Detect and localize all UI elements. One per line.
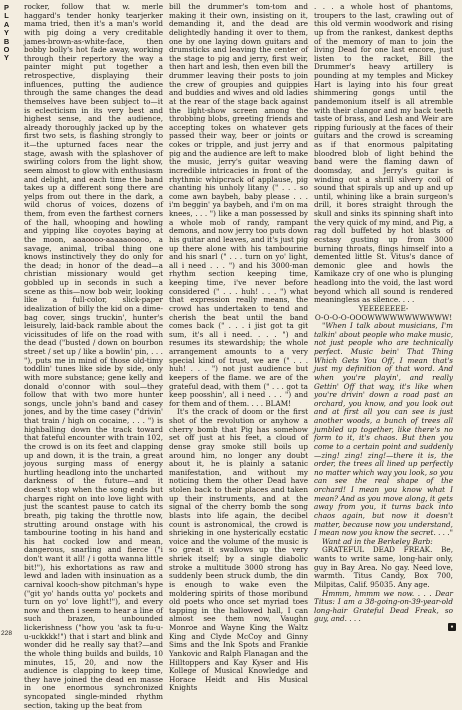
- column-middle-paragraph-1: bill the drummer's tom-tom and making it their own, insisting on it, demanding it, and the dead are delightedly handing it over to them, one by one laying down guitars and drumsticks and leaving the center of the stage to pig and jerry, first weir, then hart and lesh, then even bill the drummer leaving their posts to join the crew of groupies and quippies and buddies and wives and old ladies at the rear of the stage back against the light-show screen among the throbbing blobs, greeting friends and accepting tokes on whatever gets passed their way, beer or joints or cokes or tripple, and just jerry and pig and the audience are left to make the music, jerry's guitar weaving incredible intricacies in front of the rhythmic whipcrack of applause, pig chanting his unholy litany (" . . . so come awn baybeh, baby please . . . i'm beggin' ya baybeh, and i'm on ma knees, . . . ") like a man possessed by a whole mob of randy, rampant demons, and now jerry too puts down his guitar and leaves, and it's just pig up there alone with his tambourine and his snarl (" . . . turn on yo' light, all i need . . . ") and his 3000-man rhythm section keeping time, keeping time, i've never before considered (" . . . huh! . . . ") what that expression really means, the crowd has undertaken to tend and cherish the beat until the band comes back (" . . . i jist got ta git sum, it's all i need. . . . ") and resumes its stewardship; the whole arrangement amounts to a very special kind of trust, we are (" . . . huh! . . . ") not just audience but keepers of the flame. we are of the grateful dead, with them (" . . . got ta keep poosshin', all i need . . . ") and for them and of them. . . . BLAM!: [169, 2, 308, 408]
- playboy-side-logo: [2, 4, 11, 63]
- want-ad-signoff: Hmmm, hmmm we now. . . . Dear Titus: I am a 38-going-on-39-year-old long-hair Grateful Dead Freak, so guy, and. . . .: [314, 588, 453, 624]
- column-right-paragraph: . . . a whole host of phantoms, troupers to the last, crawling out of this old vermin woodwork and rising up from the rankest, dankest depths of the memory of man to join the living Dead for one last encore, just listen to the racket, Bill the Drummer's heavy artillery is pounding at my temples and Mickey Hart is laying into his four great shimmering gongs until the pandemonium itself is all atremble with their clangor and my back teeth taste of brass, and Lesh and Weir are ripping furiously at the faces of their guitars and the crowd is screaming as if that enormous palpitating bloodred blob of light behind the band were the flaming dawn of doomsday, and Jerry's guitar is winding out a shrill silvery coil of sound that spirals up and up and up until, whining like a brain surgeon's drill, it bores straight through the skull and sinks its spinning shaft into the very quick of my mind, and Pig, a rag doll buffeted by hot blasts of ecstasy gusting up from 3000 burning throats, flings himself into a demented little St. Vitus's dance of demonic glee and howls the Kamikaze cry of one who is plunging headlong into the void, the last word beyond which all sound is rendered meaningless as silence. . . .: [314, 2, 453, 305]
- yell-line-1: YEEEEEEEE-: [358, 303, 409, 313]
- column-middle-paragraph-2: It's the crack of doom or the first shot of the revolution or anyhow a cherry bomb that Pig has somehow set off just at his feet, a cloud of dense gray smoke still boils up around him, no longer any doubt about it, he is plainly a satanic manifestation, and without my noticing them the other Dead have stolen back to their places and taken up their instruments, and at the signal of the cherry bomb the song blasts into life again, the decibel count is astronomical, the crowd is shrieking in one hysterically ecstatic voice and the volume of the music is so great it swallows up the very shriek itself; by a single diabolic stroke a multitude 3000 strong has suddenly been struck dumb, the din is enough to wake even the moldering spirits of those moribund old poets who once set myriad toes tapping in the hallowed hall, I can almost see them now, Vaughn Monroe and Wayne King the Waltz King and Clyde McCoy and Ginny Sims and the Ink Spots and Frankie Yankovic and Ralph Flanagan and the Hilltoppers and Kay Kyser and His Kollege of Musical Knowledge and Horace Heidt and His Musical Knights: [169, 407, 308, 693]
- yell-line-2: O-O-O-O-OOOWWWWWWWWWWW!: [314, 312, 453, 322]
- garcia-quote: "When I talk about musicians, I'm talkin' about people who make music, not just people who are technically perfect. Music bein' That Thing Which Gets You Off, I mean that's just my definition of that word. And when you're playin', and really Gettin' Off that way, it's like when you're drivin' down a road past an orchard, you know, and you look out and at first all you can see is just another woods, a bunch of trees all jumbled up together, like there's no form to it, it's chaos. But then you come to a certain point and suddenly—zing! zing! zing!—there it is, the order, the trees all lined up perfectly no matter which way you look, so you can see the real shape of the orchard! I mean you know what I mean? And as you move along, it gets away from you, it turns back into chaos again, but now it doesn't matter, because now you understand, I mean now you know the secret. . . .": [314, 321, 453, 538]
- want-ad-intro: Want ad in the Berkeley Barb:: [322, 536, 433, 546]
- logo-letter-l: L: [4, 11, 9, 21]
- want-ad-body: GRATEFUL DEAD FREAK. Be, wants to write same, long-hair only, guy in Bay Area. No gay. Need love, warmth. Titus Candy, Box 700, Milpitas, Calif. 95035. Any age.: [314, 545, 453, 589]
- column-middle: [169, 2, 308, 693]
- logo-letter-a: A: [3, 19, 10, 29]
- page-number: 228: [1, 630, 13, 637]
- article-columns: [24, 2, 454, 710]
- logo-letter-p: P: [4, 3, 9, 12]
- end-of-article-icon: ●: [448, 623, 456, 631]
- column-left: [24, 2, 163, 710]
- logo-letter-o: O: [3, 45, 10, 55]
- logo-letter-y: Y: [4, 28, 9, 38]
- column-right: [314, 3, 453, 631]
- logo-letter-y2: Y: [4, 53, 9, 63]
- logo-letter-b: B: [3, 36, 10, 46]
- column-left-paragraph: rocker, follow that w. merle haggard's tender honky tearjerker mama tried, then it's a man's world with pig doing a very creditable james-brown-as-white-face, then bobby bolly's hot fade away, working through their repertory the way a painter might put together a retrospective, displaying their influences, putting the audience through the same changes the dead themselves have been subject to—it is eclecticism in its very best and highest sense, and the audience, already thoroughly jacked up by the first two sets, is flashing strongly to it—the upturned faces near the stage, awash with the splashover of swirling colors from the light show, seem almost to glow with enthusiasm and delight, and each time the band takes up a different song there are yelps from out there in the dark, a wild chorus of voices, dozens of them, from even the farthest corners of the hall, whooping and howling and yipping like coyotes baying at the moon, aaaoooo-aaaaaooooo, a savage, animal, tribal thing one knows instinctively they do only for the dead; in honor of the dead—a christian missionary would get gobbled up in seconds in such a scene as this—now bob weir, looking like a full-color, slick-paper idealization of billy the kid on a dime-bag cover, sings truckin', hunter's leisurely, laid-back ramble about the vicissitudes of life on the road with the dead ("busted / down on bourbon street / set up / like a bowlin' pin, . . . "), puts me in mind of those old-timy toddlin' tunes like side by side, only with more substance; gene kelly and donald o'connor with soul—they follow that with two more hunter songs, uncle john's band and casey jones, and by the time casey ("drivin' that train / high on cocaine, . . . ") is highballing down the track toward that fateful encounter with train 102, the crowd is on its feet and clapping up and down, it is the train, a great joyous surging mass of energy hurtling headlong into the uncharted darkness of the future—and it doesn't stop when the song ends but charges right on into love light with just the scantest pause to catch its breath, pig taking the throttle now, strutting around onstage with his tambourine tooting in his hand and his hat cocked low and mean, dangerous, snarling and fierce ("i don't want it all! / i gotta wanna little bit!"), his exhortations as raw and lewd and laden with insinuation as a carnival kooch-show pitchman's hype ("git yo' hands outta yo' pockets and turn on yo' love light!"), and every now and then i seem to hear a line of such brazen, unbounded lickerishness ("how you 'ask ta fu-u-u-uckkkk!") that i start and blink and wonder did he really say that?—and the whole thing builds and builds, 10 minutes, 15, 20, and now the audience is clapping to keep time, they have joined the dead en masse in one enormous synchronized syncopated single-minded rhythm section, taking up the beat from: [24, 2, 163, 710]
